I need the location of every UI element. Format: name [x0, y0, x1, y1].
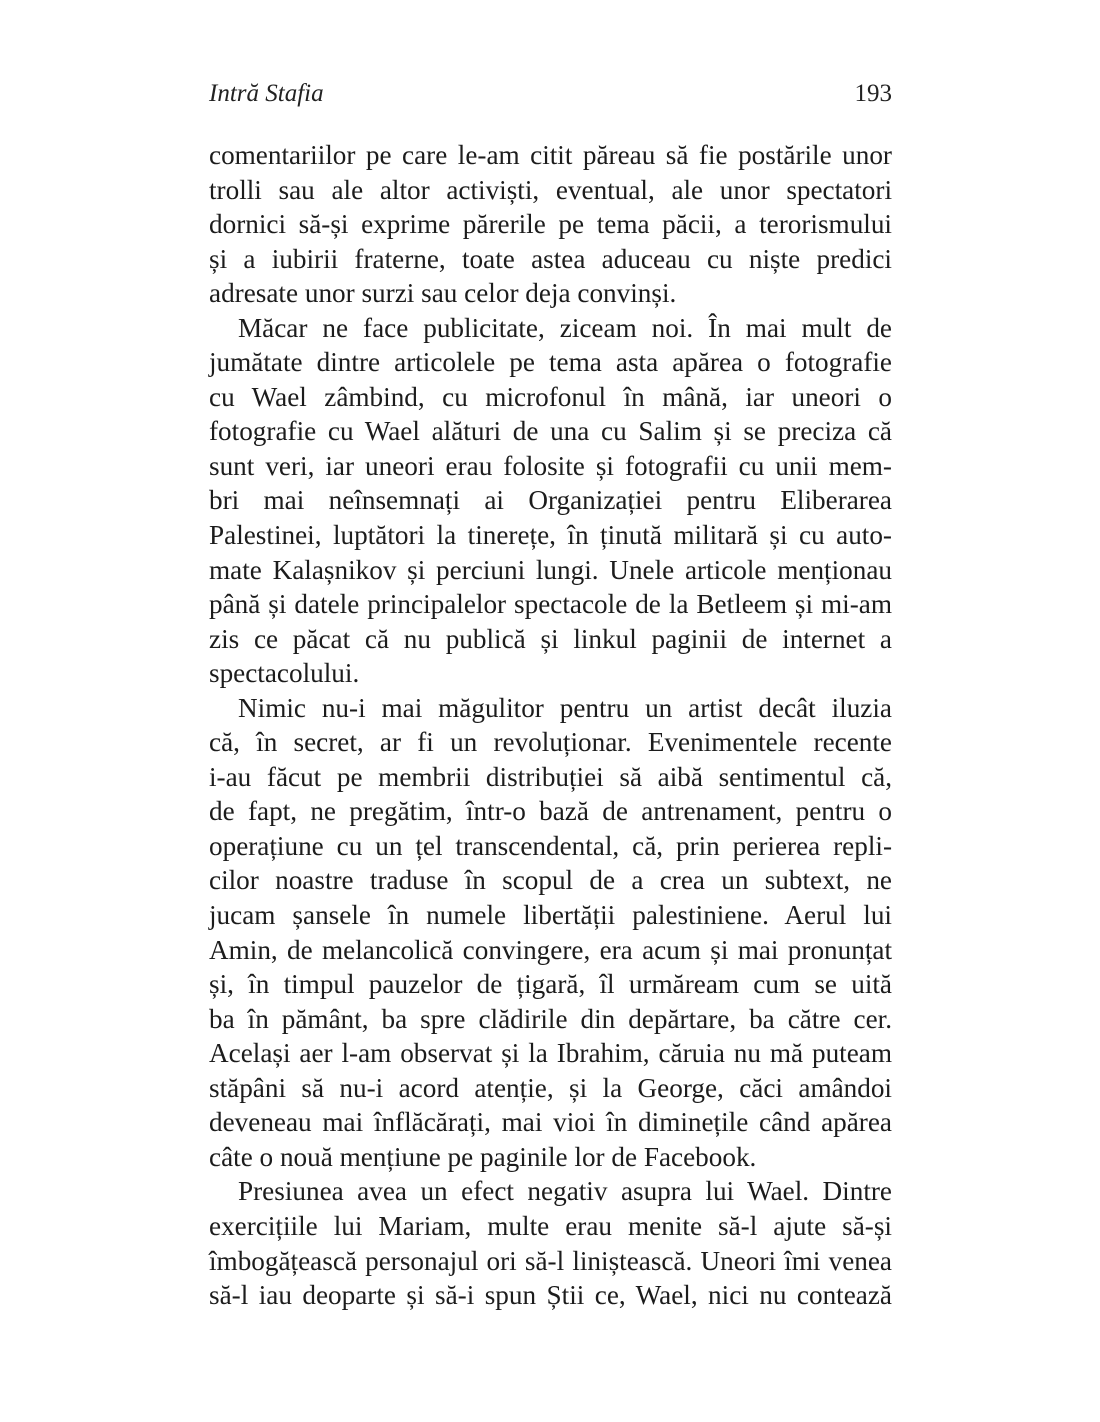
text-line: dornici să-și exprime părerile pe tema păcii, a terorismului: [209, 209, 892, 240]
paragraph: [209, 311, 892, 691]
text-line: jumătate dintre articolele pe tema asta apărea o fotografie: [209, 347, 892, 378]
text-line: Măcar ne face publicitate, ziceam noi. În mai mult de: [238, 312, 892, 343]
text-line: de fapt, ne pregătim, într-o bază de antrenament, pentru o: [209, 796, 892, 827]
text-line: cilor noastre traduse în scopul de a crea un subtext, ne: [209, 865, 892, 896]
text-line: câte o nouă mențiune pe paginile lor de Facebook.: [209, 1141, 757, 1172]
text-line: și, în timpul pauzelor de țigară, îl urmăream cum se uită: [209, 969, 892, 1000]
body-text: [209, 138, 892, 1313]
text-line: bri mai neînsemnați ai Organizației pentru Eliberarea: [209, 485, 892, 516]
text-line: îmbogățească personajul ori să-l liniștească. Uneori îmi venea: [209, 1245, 892, 1276]
text-line: operațiune cu un țel transcendental, că, prin perierea repli-: [209, 830, 892, 861]
text-line: trolli sau ale altor activiști, eventual, ale unor spectatori: [209, 174, 892, 205]
text-line: adresate unor surzi sau celor deja convinși.: [209, 278, 677, 309]
text-line: deveneau mai înflăcărați, mai vioi în diminețile când apărea: [209, 1107, 892, 1138]
text-line: să-l iau deoparte și să-i spun Știi ce, Wael, nici nu contează: [209, 1280, 892, 1311]
text-line: Același aer l-am observat și la Ibrahim, căruia nu mă puteam: [209, 1038, 892, 1069]
text-line: fotografie cu Wael alături de una cu Salim și se preciza că: [209, 416, 892, 447]
text-line: că, în secret, ar fi un revoluționar. Evenimentele recente: [209, 727, 892, 758]
paragraph: [209, 691, 892, 1175]
text-line: și a iubirii fraterne, toate astea aduceau cu niște predici: [209, 243, 892, 274]
text-line: sunt veri, iar uneori erau folosite și fotografii cu unii mem-: [209, 450, 892, 481]
page-number: 193: [854, 80, 892, 107]
text-line: Presiunea avea un efect negativ asupra lui Wael. Dintre: [238, 1176, 892, 1207]
text-line: stăpâni să nu-i acord atenție, și la George, căci amândoi: [209, 1072, 892, 1103]
text-line: cu Wael zâmbind, cu microfonul în mână, iar uneori o: [209, 381, 892, 412]
text-line: Amin, de melancolică convingere, era acum și mai pronunțat: [209, 934, 892, 965]
text-line: comentariilor pe care le-am citit păreau să fie postările unor: [209, 140, 892, 170]
paragraph: [209, 1174, 892, 1312]
text-line: mate Kalașnikov și perciuni lungi. Unele articole menționau: [209, 554, 892, 585]
text-line: jucam șansele în numele libertății palestiniene. Aerul lui: [209, 900, 892, 931]
running-head: [209, 80, 892, 114]
text-line: Palestinei, luptători la tinerețe, în ținută militară și cu auto-: [209, 520, 892, 551]
text-line: i-au făcut pe membrii distribuției să aibă sentimentul că,: [209, 761, 892, 792]
text-line: zis ce păcat că nu publică și linkul paginii de internet a: [209, 623, 892, 654]
text-line: exercițiile lui Mariam, multe erau menite să-l ajute să-și: [209, 1210, 892, 1241]
text-line: spectacolului.: [209, 658, 360, 689]
text-line: Nimic nu-i mai măgulitor pentru un artist decât iluzia: [238, 692, 892, 723]
running-title: Intră Stafia: [209, 80, 324, 107]
paragraph: [209, 138, 892, 311]
text-line: ba în pământ, ba spre clădirile din depărtare, ba către cer.: [209, 1003, 892, 1034]
text-line: până și datele principalelor spectacole de la Betleem și mi-am: [209, 589, 892, 620]
